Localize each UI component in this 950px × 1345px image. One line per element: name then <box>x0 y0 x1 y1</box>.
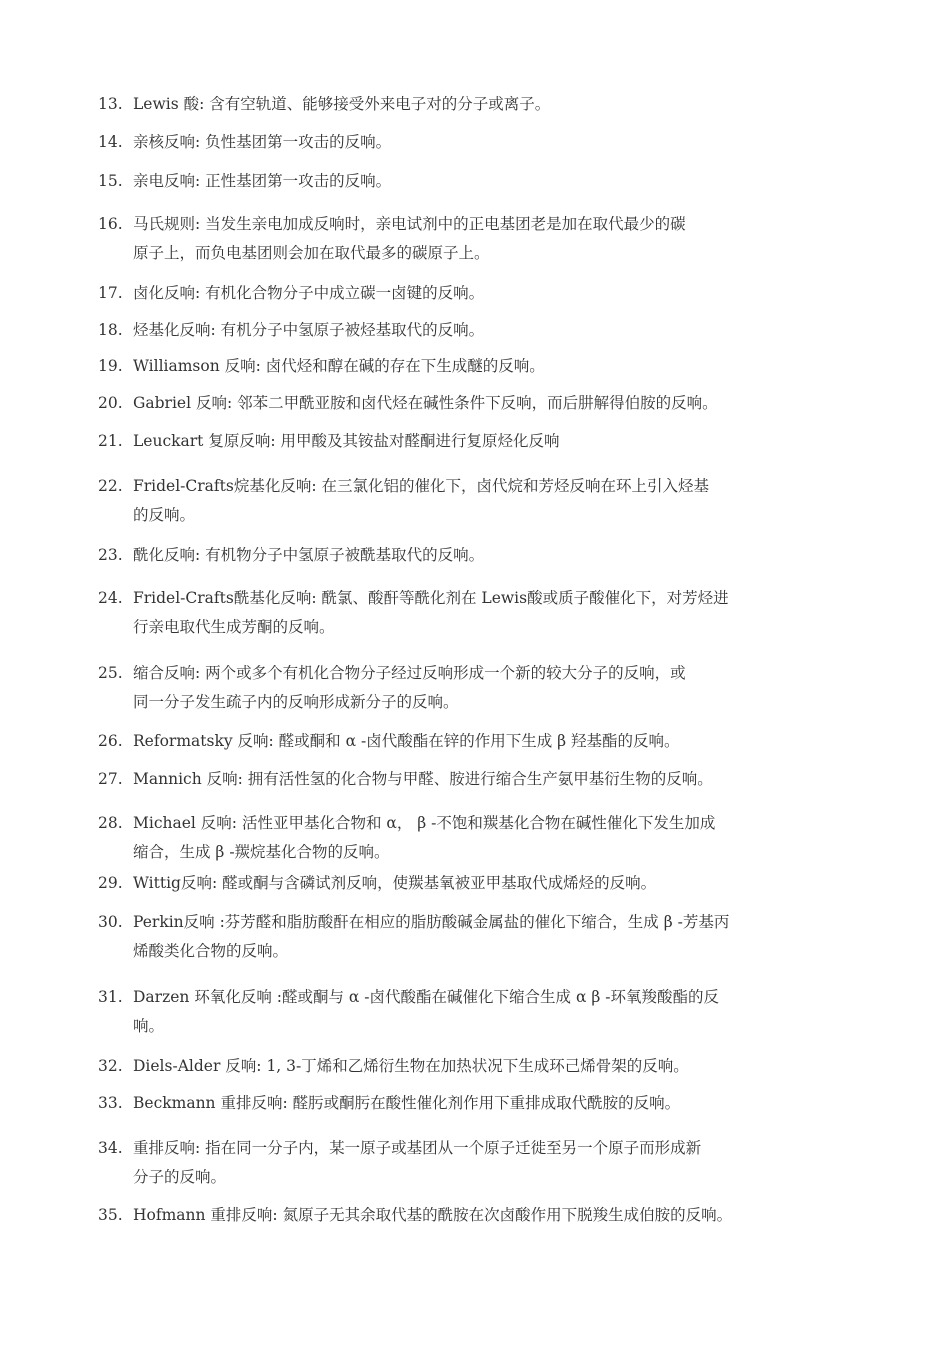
definition-item <box>98 659 838 717</box>
item-text-line: Fridel-Crafts酰基化反响: 酰氯、酸酐等酰化剂在 Lewis酸或质子酸催化下，对芳烃进 <box>133 589 729 607</box>
item-text-line: Hofmann 重排反响: 氮原子无其余取代基的酰胺在次卤酸作用下脱羧生成伯胺的反响。 <box>133 1206 733 1224</box>
item-text-line: 烃基化反响: 有机分子中氢原子被烃基取代的反响。 <box>133 321 485 339</box>
item-number: 23. <box>98 546 123 564</box>
definition-item <box>98 809 838 867</box>
item-text-line: 卤化反响: 有机化合物分子中成立碳一卤键的反响。 <box>133 284 485 302</box>
item-number: 34. <box>98 1139 123 1157</box>
definition-item <box>98 765 838 794</box>
item-number: 31. <box>98 988 123 1006</box>
definition-item <box>98 1201 838 1230</box>
definition-item <box>98 869 838 898</box>
definition-item <box>98 352 838 381</box>
item-text-line: Leuckart 复原反响: 用甲酸及其铵盐对醛酮进行复原烃化反响 <box>133 432 560 450</box>
item-text-line: 分子的反响。 <box>133 1168 227 1186</box>
item-text-line: 响。 <box>133 1017 165 1035</box>
item-text-line: 同一分子发生疏子内的反响形成新分子的反响。 <box>133 693 459 711</box>
item-text-line: Lewis 酸: 含有空轨道、能够接受外来电子对的分子或离子。 <box>133 95 551 113</box>
item-text-line: 重排反响: 指在同一分子内，某一原子或基团从一个原子迁徙至另一个原子而形成新 <box>133 1139 702 1157</box>
definition-item <box>98 90 838 119</box>
item-number: 18. <box>98 321 123 339</box>
item-text-line: Mannich 反响: 拥有活性氢的化合物与甲醛、胺进行缩合生产氨甲基衍生物的反响。 <box>133 770 713 788</box>
definition-item <box>98 389 838 418</box>
definition-item <box>98 279 838 308</box>
definition-item <box>98 316 838 345</box>
item-number: 16. <box>98 215 123 233</box>
item-number: 13. <box>98 95 123 113</box>
item-text-line: Williamson 反响: 卤代烃和醇在碱的存在下生成醚的反响。 <box>133 357 545 375</box>
item-number: 15. <box>98 172 123 190</box>
definition-item <box>98 541 838 570</box>
definition-item <box>98 167 838 196</box>
item-text-line: 马氏规则: 当发生亲电加成反响时，亲电试剂中的正电基团老是加在取代最少的碳 <box>133 215 686 233</box>
item-text-line: 的反响。 <box>133 506 196 524</box>
item-number: 28. <box>98 814 123 832</box>
definition-item <box>98 128 838 157</box>
item-number: 24. <box>98 589 123 607</box>
item-number: 21. <box>98 432 123 450</box>
item-text-line: 亲电反响: 正性基团第一攻击的反响。 <box>133 172 392 190</box>
item-text-line: 烯酸类化合物的反响。 <box>133 942 289 960</box>
item-text-line: Michael 反响: 活性亚甲基化合物和 α， β -不饱和羰基化合物在碱性催化下发生加成 <box>133 814 716 832</box>
definition-item <box>98 1089 838 1118</box>
item-number: 17. <box>98 284 123 302</box>
item-number: 29. <box>98 874 123 892</box>
definition-item <box>98 210 838 268</box>
item-number: 27. <box>98 770 123 788</box>
definition-item <box>98 908 838 966</box>
definition-item <box>98 427 838 456</box>
definition-item <box>98 1134 838 1192</box>
definition-item <box>98 472 838 530</box>
item-text-line: Reformatsky 反响: 醛或酮和 α -卤代酸酯在锌的作用下生成 β 羟基酯的反响。 <box>133 732 680 750</box>
item-number: 26. <box>98 732 123 750</box>
definition-item <box>98 1052 838 1081</box>
item-number: 32. <box>98 1057 123 1075</box>
item-number: 19. <box>98 357 123 375</box>
item-text-line: Darzen 环氧化反响 :醛或酮与 α -卤代酸酯在碱催化下缩合生成 α β -环氧羧酸酯的反 <box>133 988 719 1006</box>
item-text-line: Beckmann 重排反响: 醛肟或酮肟在酸性催化剂作用下重排成取代酰胺的反响。 <box>133 1094 681 1112</box>
item-number: 25. <box>98 664 123 682</box>
item-text-line: Gabriel 反响: 邻苯二甲酰亚胺和卤代烃在碱性条件下反响，而后肼解得伯胺的反响。 <box>133 394 718 412</box>
definition-item <box>98 727 838 756</box>
item-number: 33. <box>98 1094 123 1112</box>
item-number: 30. <box>98 913 123 931</box>
item-text-line: 缩合反响: 两个或多个有机化合物分子经过反响形成一个新的较大分子的反响，或 <box>133 664 686 682</box>
definition-item <box>98 983 838 1041</box>
item-number: 20. <box>98 394 123 412</box>
item-text-line: 亲核反响: 负性基团第一攻击的反响。 <box>133 133 392 151</box>
item-number: 22. <box>98 477 123 495</box>
item-text-line: 缩合，生成 β -羰烷基化合物的反响。 <box>133 843 390 861</box>
item-number: 35. <box>98 1206 123 1224</box>
item-text-line: Wittig反响: 醛或酮与含磷试剂反响，使羰基氧被亚甲基取代成烯烃的反响。 <box>133 874 657 892</box>
item-text-line: 行亲电取代生成芳酮的反响。 <box>133 618 335 636</box>
item-text-line: 原子上，而负电基团则会加在取代最多的碳原子上。 <box>133 244 490 262</box>
item-text-line: Fridel-Crafts烷基化反响: 在三氯化铝的催化下，卤代烷和芳烃反响在环上引入烃基 <box>133 477 709 495</box>
item-text-line: 酰化反响: 有机物分子中氢原子被酰基取代的反响。 <box>133 546 485 564</box>
item-text-line: Diels-Alder 反响: 1, 3-丁烯和乙烯衍生物在加热状况下生成环己烯骨架的反响。 <box>133 1057 689 1075</box>
definition-item <box>98 584 838 642</box>
item-number: 14. <box>98 133 123 151</box>
item-text-line: Perkin反响 :芬芳醛和脂肪酸酐在相应的脂肪酸碱金属盐的催化下缩合，生成 β -芳基丙 <box>133 913 730 931</box>
